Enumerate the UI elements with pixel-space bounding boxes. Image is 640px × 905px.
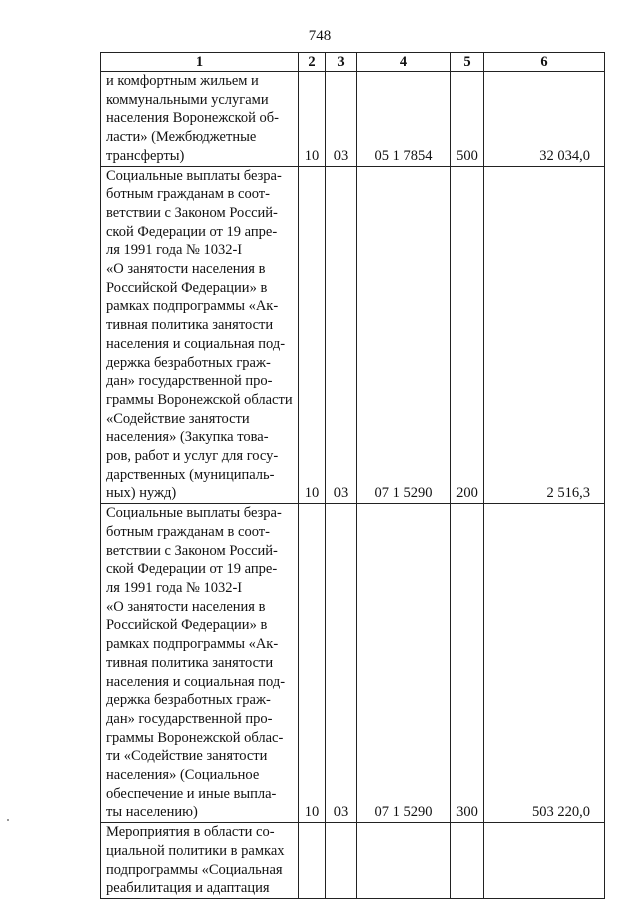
description-line: дан» государственной про- <box>106 710 273 727</box>
section-code: 10 <box>299 504 326 823</box>
header-col-1: 1 <box>101 53 299 72</box>
description-line: ласти» (Межбюджетные <box>106 129 257 146</box>
page-number: 748 <box>308 28 332 44</box>
description-line: тивная политика занятости <box>106 654 274 671</box>
header-col-2: 2 <box>299 53 326 72</box>
description-line: граммы Воронежской облас- <box>106 729 284 746</box>
description-line: населения» (Социальное <box>106 767 260 784</box>
description-line: ветствии с Законом Россий- <box>106 204 278 221</box>
description-line: ской Федерации от 19 апре- <box>106 561 278 578</box>
description-line: подпрограммы «Социальная <box>106 861 283 878</box>
amount <box>484 823 605 899</box>
row-description <box>101 166 299 504</box>
description-line: «Содействие занятости <box>106 410 250 427</box>
amount: 32 034,0 <box>484 72 605 167</box>
expense-type-code: 300 <box>451 504 484 823</box>
description-line: тивная политика занятости <box>106 317 274 334</box>
amount: 503 220,0 <box>484 504 605 823</box>
description-line: держка безработных граж- <box>106 354 271 371</box>
row-description <box>101 823 299 899</box>
subsection-code: 03 <box>326 504 357 823</box>
header-col-6: 6 <box>484 53 605 72</box>
description-line: коммунальными услугами <box>106 91 269 108</box>
section-code: 10 <box>299 166 326 504</box>
description-line: Социальные выплаты безра- <box>106 167 282 184</box>
row-description <box>101 72 299 167</box>
header-col-4: 4 <box>357 53 451 72</box>
amount: 2 516,3 <box>484 166 605 504</box>
description-line: населения и социальная под- <box>106 673 286 690</box>
description-line: граммы Воронежской области <box>106 391 293 408</box>
description-line: Российской Федерации» в <box>106 279 268 296</box>
table-row <box>101 72 605 167</box>
description-line: ветствии с Законом Россий- <box>106 542 278 559</box>
description-line: ров, работ и услуг для госу- <box>106 448 279 465</box>
description-line: ботным гражданам в соот- <box>106 186 270 203</box>
description-line: обеспечение и иные выпла- <box>106 785 277 802</box>
subsection-code: 03 <box>326 72 357 167</box>
description-line: рамках подпрограммы «Ак- <box>106 636 279 653</box>
table-body <box>101 72 605 899</box>
description-line: циальной политики в рамках <box>106 842 285 859</box>
description-line: ля 1991 года № 1032-I <box>106 579 243 596</box>
expense-type-code <box>451 823 484 899</box>
description-line: Российской Федерации» в <box>106 617 268 634</box>
header-col-3: 3 <box>326 53 357 72</box>
target-article-code: 05 1 7854 <box>357 72 451 167</box>
description-line: ты населению) <box>106 804 198 821</box>
description-line: ля 1991 года № 1032-I <box>106 242 243 259</box>
subsection-code: 03 <box>326 166 357 504</box>
header-row <box>101 53 605 72</box>
description-line: дан» государственной про- <box>106 373 273 390</box>
expense-type-code: 200 <box>451 166 484 504</box>
description-line: Мероприятия в области со- <box>106 824 275 841</box>
description-line: Социальные выплаты безра- <box>106 505 282 522</box>
description-line: ской Федерации от 19 апре- <box>106 223 278 240</box>
target-article-code <box>357 823 451 899</box>
target-article-code: 07 1 5290 <box>357 504 451 823</box>
budget-table <box>100 52 605 899</box>
margin-speck <box>7 819 9 821</box>
description-line: дарственных (муниципаль- <box>106 466 275 483</box>
expense-type-code: 500 <box>451 72 484 167</box>
description-line: «О занятости населения в <box>106 261 266 278</box>
description-line: реабилитация и адаптация <box>106 880 270 897</box>
description-line: рамках подпрограммы «Ак- <box>106 298 279 315</box>
target-article-code: 07 1 5290 <box>357 166 451 504</box>
description-line: ных) нужд) <box>106 485 177 502</box>
section-code: 10 <box>299 72 326 167</box>
section-code <box>299 823 326 899</box>
description-line: «О занятости населения в <box>106 598 266 615</box>
subsection-code <box>326 823 357 899</box>
description-line: населения» (Закупка това- <box>106 429 269 446</box>
description-line: трансферты) <box>106 147 185 164</box>
table-row <box>101 504 605 823</box>
table-row <box>101 823 605 899</box>
table-row <box>101 166 605 504</box>
description-line: и комфортным жильем и <box>106 73 259 89</box>
header-col-5: 5 <box>451 53 484 72</box>
description-line: населения Воронежской об- <box>106 110 279 127</box>
description-line: населения и социальная под- <box>106 335 286 352</box>
description-line: держка безработных граж- <box>106 692 271 709</box>
description-line: ботным гражданам в соот- <box>106 523 270 540</box>
row-description <box>101 504 299 823</box>
description-line: ти «Содействие занятости <box>106 748 268 765</box>
